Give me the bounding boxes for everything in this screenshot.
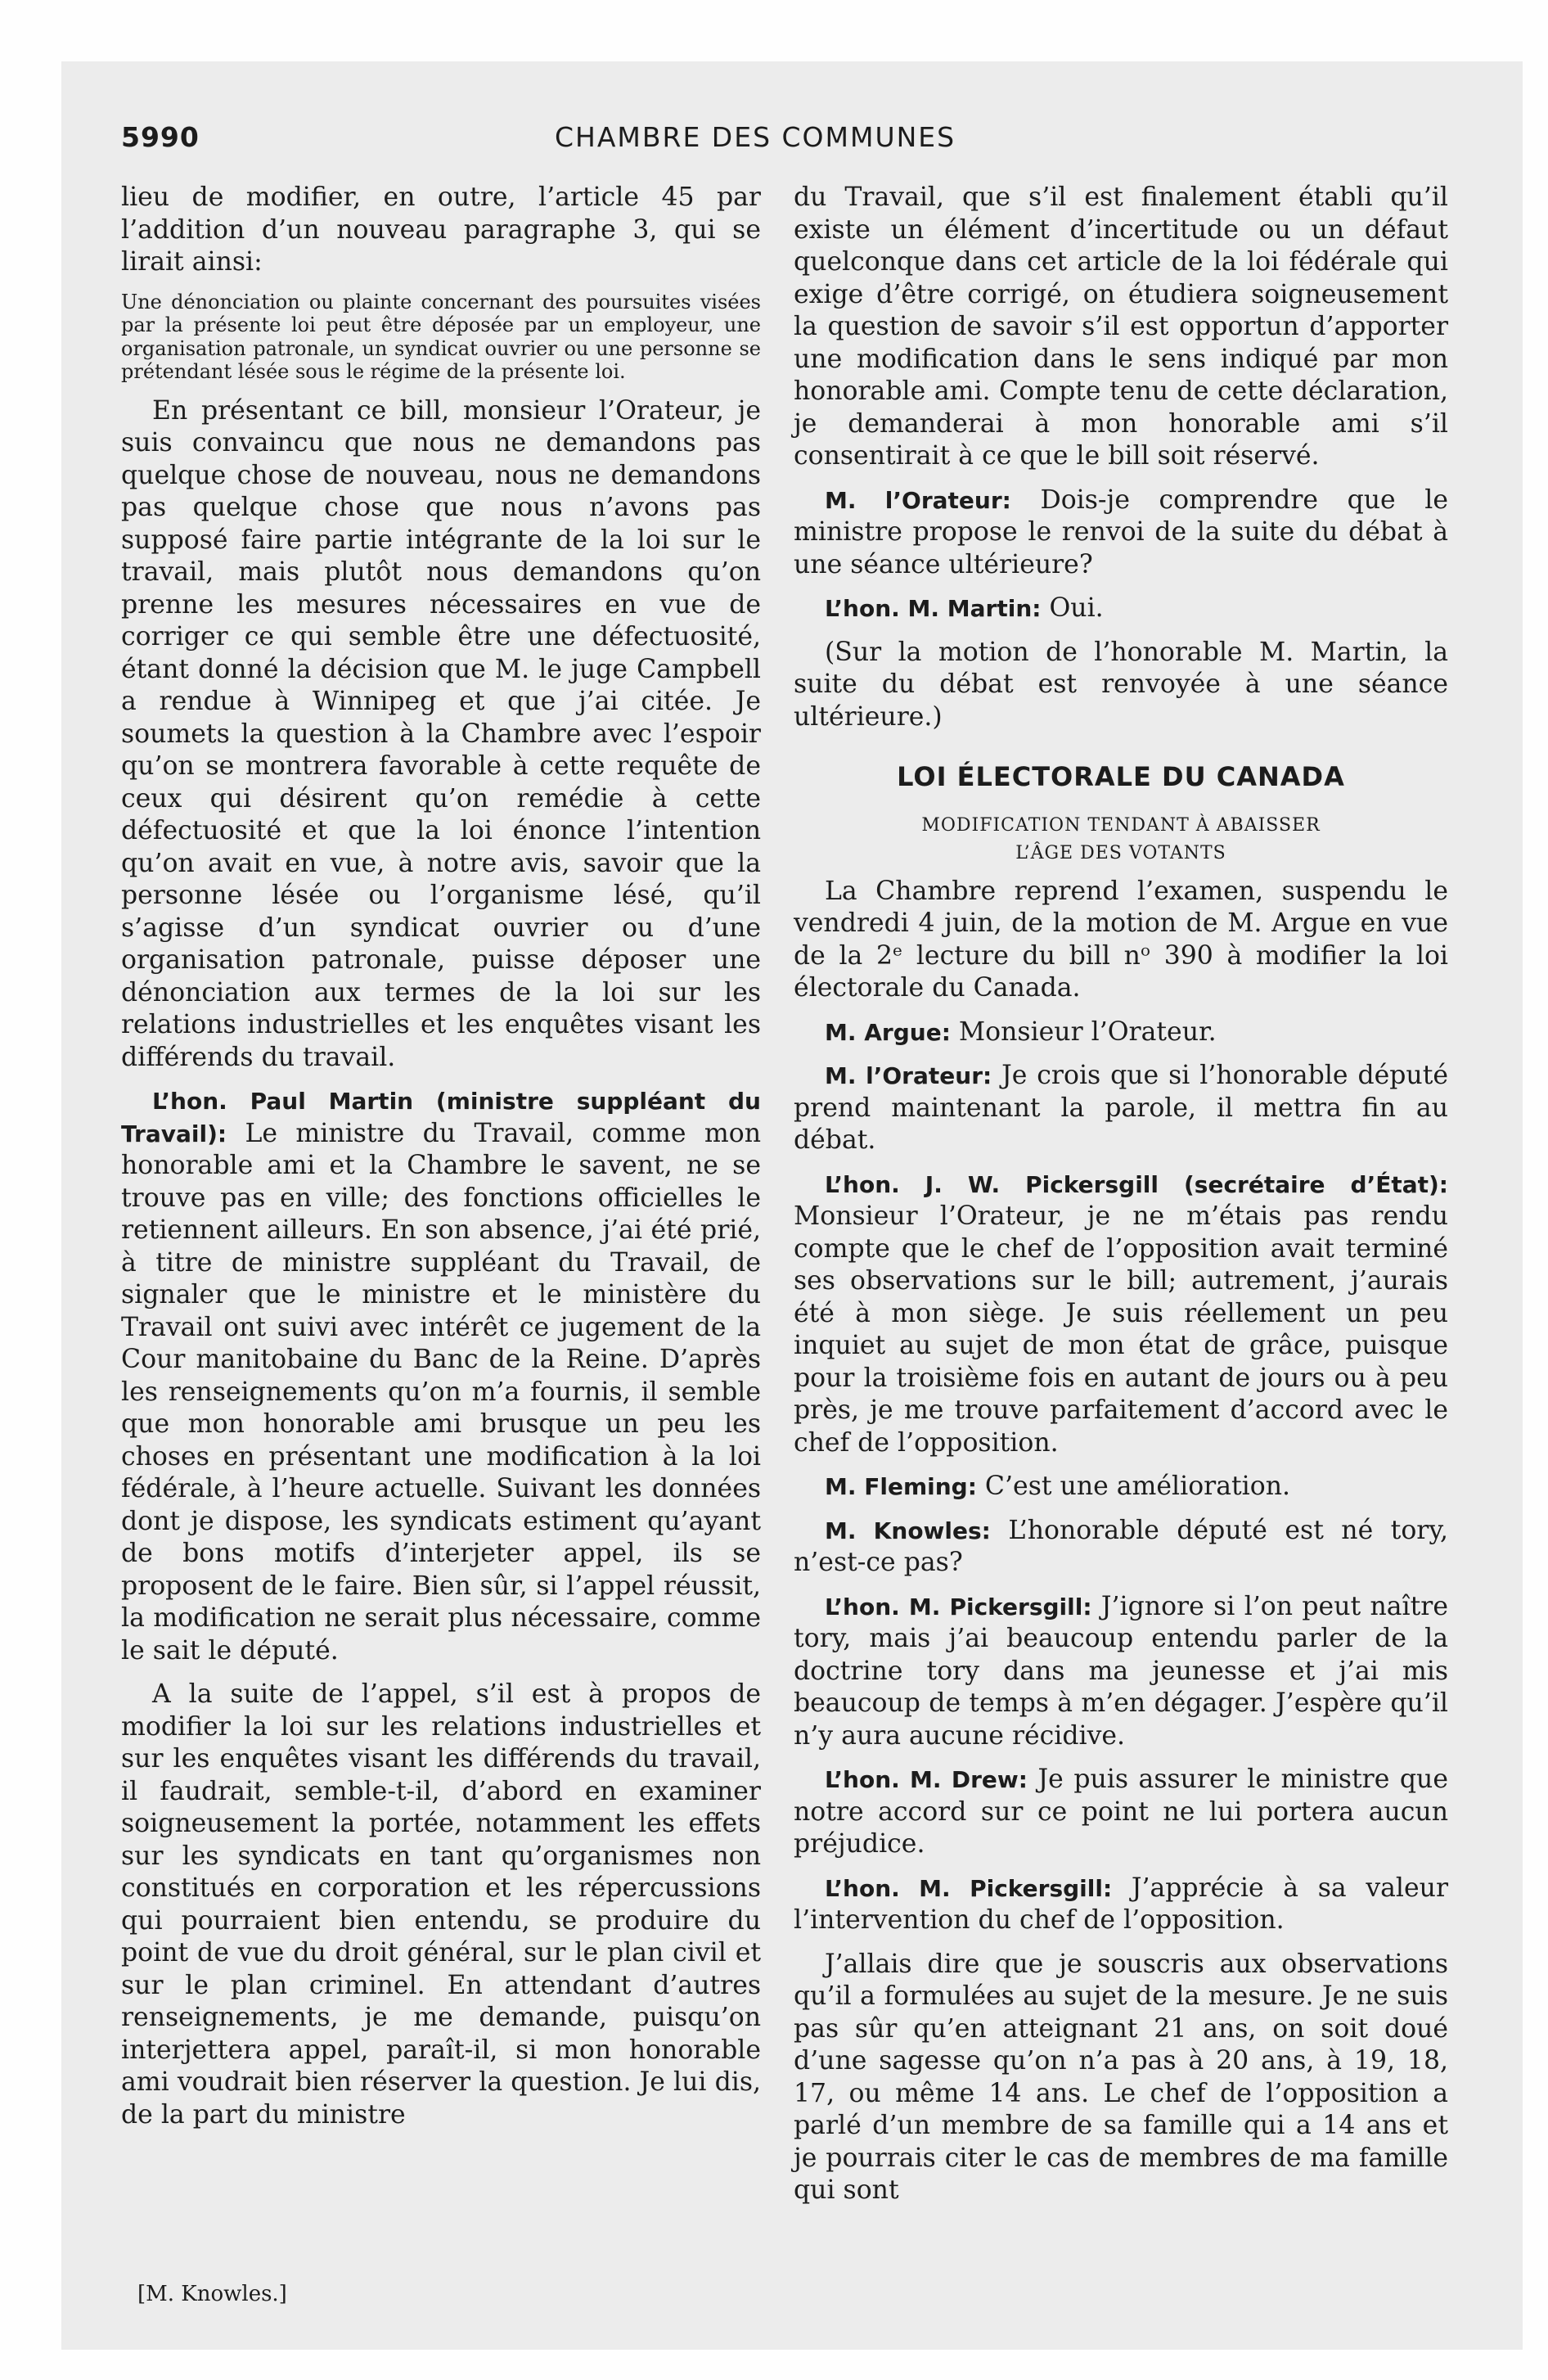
speaker-name: M. Fleming: [825,1473,977,1500]
speech-martin [121,1085,761,1667]
page-header [121,121,1463,162]
section-subheading [794,812,1448,868]
speech-martin [794,593,1448,625]
speaker-name: L’hon. M. Pickersgill: [825,1874,1113,1902]
speech-text: Monsieur l’Orateur, je ne m’étais pas rendu compte que le chef de l’opposition avait terminé ses observations sur le bill; autrement, j’aurais été à mon siège. Je suis réellement un peu inquiet au sujet de mon état de grâce, puisque pour la troisième fois en autant de jours ou à peu près, je me trouve parfaitement d’accord avec le chef de l’opposition. [794,1201,1448,1458]
paragraph: J’allais dire que je souscris aux observations qu’il a formulées au sujet de la mesure. Je ne suis pas sûr qu’en atteignant 21 ans, on soit doué d’une sagesse qu’on n’a pas à 20 ans, à 19, 18, 17, ou même 14 ans. Le chef de l’opposition a parlé d’un membre de sa famille qui a 14 ans et je pourrais citer le cas de membres de ma famille qui sont [794,1949,1448,2205]
speech-text: Je crois que si l’honorable député prend maintenant la parole, il mettra fin au débat. [794,1061,1448,1155]
page-number: 5990 [121,121,200,153]
speaker-name: M. Argue: [825,1018,951,1046]
paragraph: La Chambre reprend l’examen, suspendu le vendredi 4 juin, de la motion de M. Argue en vue de la 2ᵉ lecture du bill nᵒ 390 à modifier la loi électorale du Canada. [794,876,1448,1003]
speech-text: Oui. [1041,593,1104,623]
subheading-line: L’ÂGE DES VOTANTS [1015,842,1226,863]
speech-text: Dois-je comprendre que le ministre propose le renvoi de la suite du débat à une séance ultérieure? [794,485,1448,579]
subheading-line: MODIFICATION TENDANT À ABAISSER [921,814,1321,836]
motion-note: (Sur la motion de l’honorable M. Martin, la suite du débat est renvoyée à une séance ultérieure.) [794,637,1448,732]
speech-drew [794,1764,1448,1861]
speaker-name: M. Knowles: [825,1517,991,1544]
speech-pickersgill [794,1169,1448,1460]
paragraph: A la suite de l’appel, s’il est à propos de modifier la loi sur les relations industrielles et sur les enquêtes visant les différends du travail, il faudrait, semble-t-il, d’abord en examiner soigneusement la portée, notamment les effets sur les syndicats en tant qu’organismes non constitués en corporation et les répercussions qui pourraient bien entendu, se produire du point de vue du droit général, sur le plan civil et sur le plan criminel. En attendant d’autres renseignements, je me demande, puisqu’on interjettera appel, paraît-il, si mon honorable ami voudrait bien réserver la question. Je lui dis, de la part du ministre [121,1679,761,2130]
speaker-name: M. l’Orateur: [825,1062,992,1089]
speaker-name: L’hon. M. Pickersgill: [825,1593,1092,1620]
speech-orateur [794,1060,1448,1157]
paragraph: En présentant ce bill, monsieur l’Orateur, je suis convaincu que nous ne demandons pas quelque chose de nouveau, nous ne demandons pas quelque chose que nous n’avons pas supposé faire partie intégrante de la loi sur le travail, mais plutôt nous demandons qu’on prenne les mesures nécessaires en vue de corriger ce qui semble être une défectuosité, étant donné la décision que M. le juge Campbell a rendue à Winnipeg et que j’ai citée. Je soumets la question à la Chambre avec l’espoir qu’on se montrera favorable à cette requête de ceux qui désirent qu’on remédie à cette défectuosité et que la loi énonce l’intention qu’on avait en vue, à notre avis, savoir que la personne lésée ou l’organisme lésé, qu’il s’agisse d’un syndicat ouvrier ou d’une organisation patronale, puisse déposer une dénonciation aux termes de la loi sur les relations industrielles et les enquêtes visant les différends du travail. [121,395,761,1072]
paragraph: du Travail, que s’il est finalement établi qu’il existe un élément d’incertitude ou un défaut quelconque dans cet article de la loi fédérale qui exige d’être corrigé, on étudiera soigneusement la question de savoir s’il est opportun d’apporter une modification dans le sens indiqué par mon honorable ami. Compte tenu de cette déclaration, je demanderai à mon honorable ami s’il consentirait à ce que le bill soit réservé. [794,183,1448,471]
speech-orateur [794,485,1448,582]
speaker-name: M. l’Orateur: [825,486,1011,514]
speaker-name: L’hon. M. Drew: [825,1766,1028,1793]
section-heading: LOI ÉLECTORALE DU CANADA [897,761,1345,792]
speech-text: Je puis assurer le ministre que notre accord sur ce point ne lui portera aucun préjudice. [794,1765,1448,1859]
speech-knowles [794,1515,1448,1580]
speech-pickersgill [794,1591,1448,1753]
speaker-name: L’hon. Paul Martin (ministre suppléant du Travail): [121,1088,761,1147]
speech-text: Le ministre du Travail, comme mon honorable ami et la Chambre le savent, ne se trouve pas en ville; des fonctions officielles le retiennent ailleurs. En son absence, j’ai été prié, à titre de ministre suppléant du Travail, de signaler que le ministre et le ministère du Travail ont suivi avec intérêt ce jugement de la Cour manitobaine du Banc de la Reine. D’après les renseignements qu’on m’a fournis, il semble que mon honorable ami brusque un peu les choses en présentant une modification à la loi fédérale, à l’heure actuelle. Suivant les données dont je dispose, les syndicats estiment qu’ayant de bons motifs d’interjeter appel, ils se proposent de le faire. Bien sûr, si l’appel réussit, la modification ne serait plus nécessaire, comme le sait le député. [121,1118,761,1666]
speech-fleming [794,1471,1448,1503]
left-column [121,182,761,2143]
running-head: CHAMBRE DES COMMUNES [555,121,956,153]
right-column [794,182,1448,2219]
speaker-name: L’hon. M. Martin: [825,595,1042,622]
paragraph: lieu de modifier, en outre, l’article 45 par l’addition d’un nouveau paragraphe 3, qui se lirait ainsi: [121,183,761,277]
speech-text: J’apprécie à sa valeur l’intervention du chef de l’opposition. [794,1873,1448,1935]
speech-text: L’honorable député est né tory, n’est-ce pas? [794,1515,1448,1577]
speech-text: C’est une amélioration. [976,1472,1290,1501]
speech-pickersgill [794,1873,1448,1937]
speech-text: J’ignore si l’on peut naître tory, mais j’ai beaucoup entendu parler de la doctrine tory dans ma jeunesse et j’ai mis beaucoup de temps à m’en dégager. J’espère qu’il n’y aura aucune récidive. [794,1591,1448,1751]
speech-text: Monsieur l’Orateur. [950,1016,1217,1047]
footer-speaker-tag: [M. Knowles.] [137,2282,287,2306]
speaker-name: L’hon. J. W. Pickersgill (secrétaire d’État): [825,1170,1448,1198]
speech-argue [794,1016,1448,1049]
quoted-amendment: Une dénonciation ou plainte concernant des poursuites visées par la présente loi peut être déposée par un employeur, une organisation patronale, un syndicat ouvrier ou une personne se prétendant lésée sous le régime de la présente loi. [121,290,761,383]
